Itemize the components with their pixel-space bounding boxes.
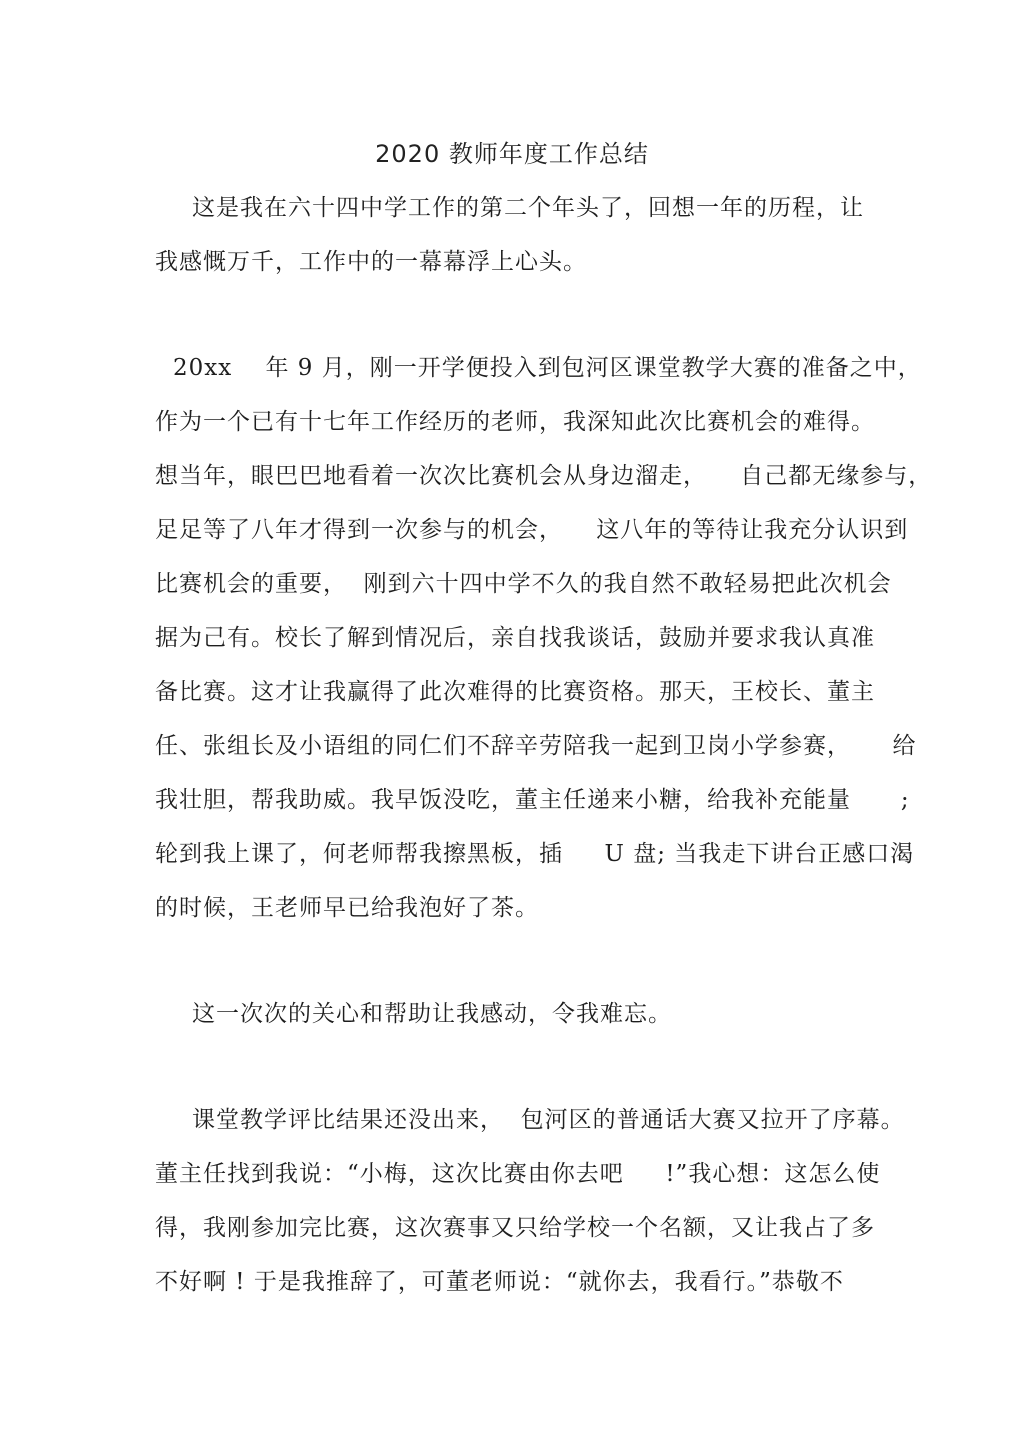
body-line: 任、张组长及小语组的同仁们不辞辛劳陪我一起到卫岗小学参赛， 给 [155, 733, 917, 759]
body-line: 想当年，眼巴巴地看着一次次比赛机会从身边溜走， 自己都无缘参与， [155, 463, 933, 489]
document-title: 2020 教师年度工作总结 [375, 140, 649, 168]
body-line: 我感慨万千，工作中的一幕幕浮上心头。 [155, 249, 587, 275]
body-line: 董主任找到我说：“小梅，这次比赛由你去吧 !”我心想：这怎么使 [155, 1161, 881, 1187]
body-line: 不好啊 ! 于是我推辞了，可董老师说：“就你去，我看行。”恭敬不 [155, 1269, 844, 1295]
body-line: 足足等了八年才得到一次参与的机会， 这八年的等待让我充分认识到 [155, 517, 909, 543]
body-line: 得，我刚参加完比赛，这次赛事又只给学校一个名额，又让我占了多 [155, 1215, 875, 1241]
body-line: 作为一个已有十七年工作经历的老师，我深知此次比赛机会的难得。 [155, 409, 875, 435]
body-line: 课堂教学评比结果还没出来， 包河区的普通话大赛又拉开了序幕。 [192, 1107, 905, 1133]
body-line: 据为己有。校长了解到情况后，亲自找我谈话，鼓励并要求我认真准 [155, 625, 875, 651]
body-line: 这一次次的关心和帮助让我感动，令我难忘。 [192, 1001, 672, 1027]
body-line: 轮到我上课了，何老师帮我擦黑板，插 U 盘; 当我走下讲台正感口渴 [155, 841, 915, 867]
body-line: 这是我在六十四中学工作的第二个年头了，回想一年的历程，让 [192, 195, 864, 221]
body-line: 备比赛。这才让我赢得了此次难得的比赛资格。那天，王校长、董主 [155, 679, 875, 705]
body-line: 我壮胆，帮我助威。我早饭没吃，董主任递来小糖，给我补充能量 ; [155, 787, 910, 813]
body-line: 的时候，王老师早已给我泡好了茶。 [155, 895, 539, 921]
body-line: 20xx 年 9 月，刚一开学便投入到包河区课堂教学大赛的准备之中， [173, 355, 922, 381]
body-line: 比赛机会的重要， 刚到六十四中学不久的我自然不敢轻易把此次机会 [155, 571, 892, 597]
